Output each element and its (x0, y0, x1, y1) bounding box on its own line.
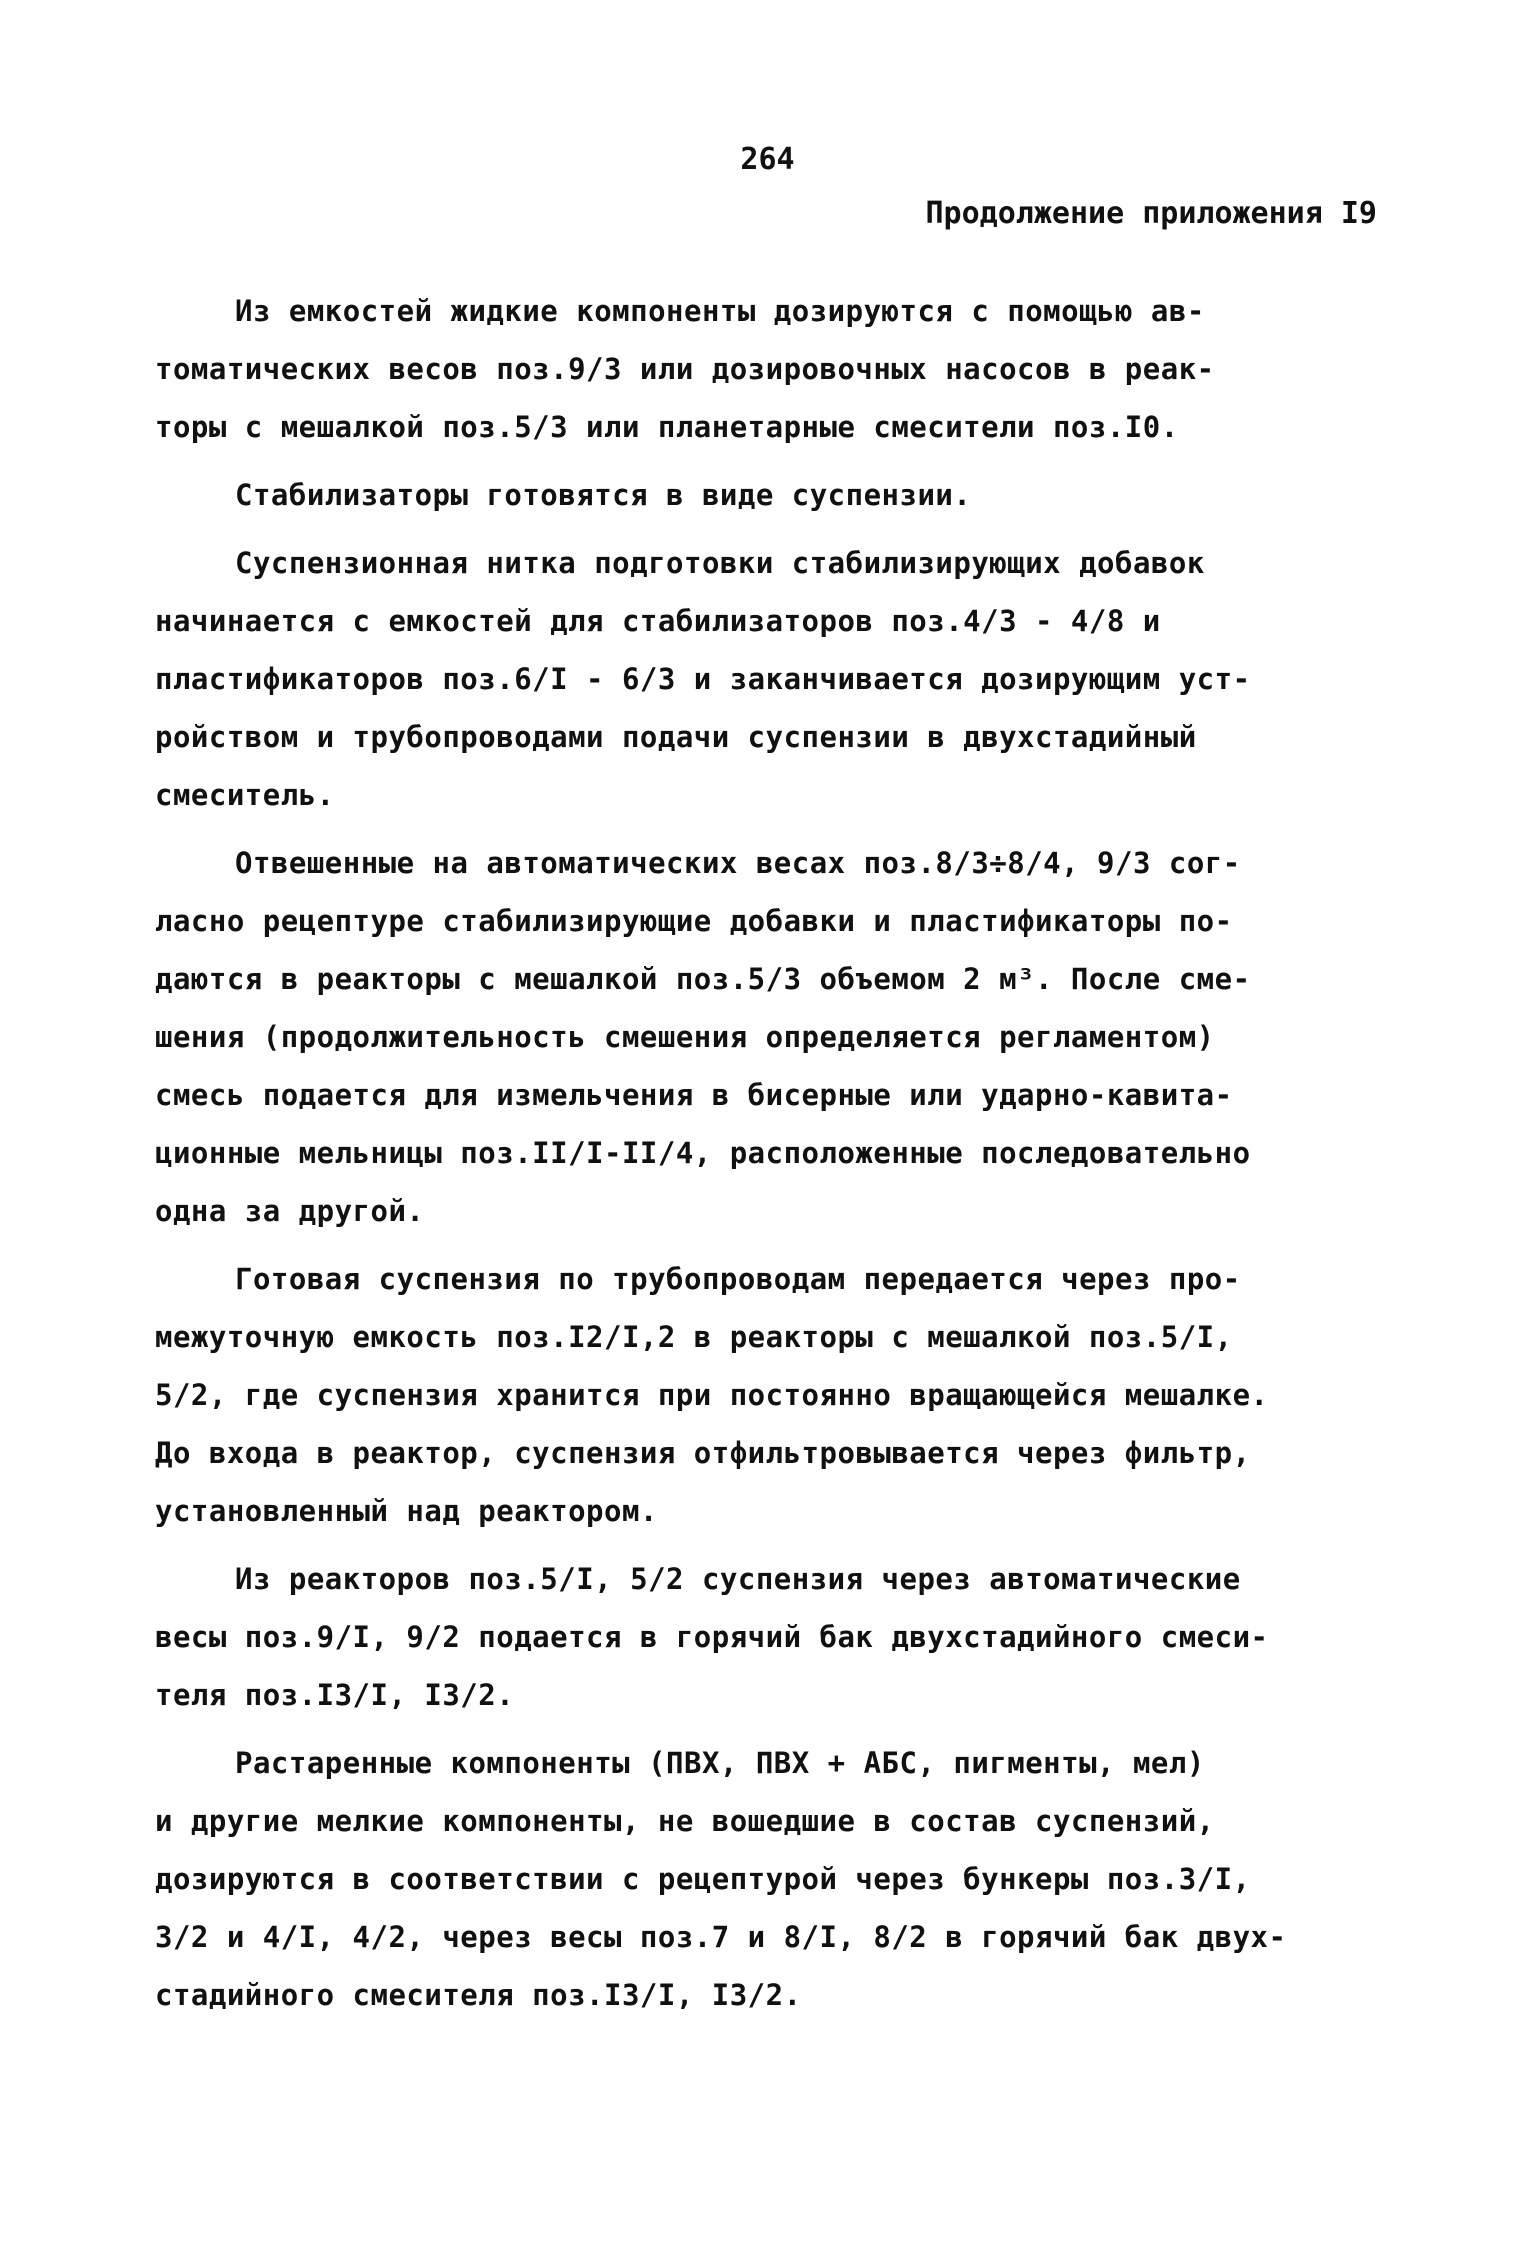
text-line: одна за другой. (155, 1194, 425, 1228)
text-line: шения (продолжительность смешения определяется регламентом) (155, 1020, 1215, 1054)
text-line: начинается с емкостей для стабилизаторов поз.4/3 - 4/8 и (155, 604, 1161, 638)
text-line: ционные мельницы поз.II/I-II/4, расположенные последовательно (155, 1136, 1251, 1170)
text-line: ласно рецептуре стабилизирующие добавки и пластификаторы по- (155, 904, 1233, 938)
paragraph (155, 834, 1345, 1240)
text-line: и другие мелкие компоненты, не вошедшие в состав суспензий, (155, 1804, 1215, 1838)
text-line: Растаренные компоненты (ПВХ, ПВХ + АБС, пигменты, мел) (235, 1746, 1205, 1780)
text-line: смеситель. (155, 778, 335, 812)
text-line: Из емкостей жидкие компоненты дозируются с помощью ав- (235, 294, 1205, 328)
text-line: До входа в реактор, суспензия отфильтровывается через фильтр, (155, 1436, 1251, 1470)
paragraph (155, 1734, 1345, 2024)
text-line: Из реакторов поз.5/I, 5/2 суспензия через автоматические (235, 1562, 1241, 1596)
paragraph (155, 282, 1345, 456)
text-line: 3/2 и 4/I, 4/2, через весы поз.7 и 8/I, 8/2 в горячий бак двух- (155, 1920, 1287, 1954)
text-line: смесь подается для измельчения в бисерные или ударно-кавита- (155, 1078, 1233, 1112)
text-line: Суспензионная нитка подготовки стабилизирующих добавок (235, 546, 1205, 580)
paragraph (155, 1250, 1345, 1540)
page-number: 264 (740, 142, 795, 177)
text-line: дозируются в соответствии с рецептурой через бункеры поз.3/I, (155, 1862, 1251, 1896)
text-line: Готовая суспензия по трубопроводам передается через про- (235, 1262, 1241, 1296)
continuation-heading: Продолжение приложения I9 (925, 196, 1377, 231)
text-line: 5/2, где суспензия хранится при постоянно вращающейся мешалке. (155, 1378, 1269, 1412)
text-line: установленный над реактором. (155, 1494, 658, 1528)
text-line: торы с мешалкой поз.5/3 или планетарные смесители поз.I0. (155, 410, 1179, 444)
text-line: томатических весов поз.9/3 или дозировочных насосов в реак- (155, 352, 1215, 386)
text-line: ройством и трубопроводами подачи суспензии в двухстадийный (155, 720, 1197, 754)
text-line: пластификаторов поз.6/I - 6/3 и заканчивается дозирующим уст- (155, 662, 1251, 696)
paragraph (155, 1550, 1345, 1724)
text-line: весы поз.9/I, 9/2 подается в горячий бак двухстадийного смеси- (155, 1620, 1269, 1654)
text-line: стадийного смесителя поз.I3/I, I3/2. (155, 1978, 802, 2012)
text-line: Отвешенные на автоматических весах поз.8/3÷8/4, 9/3 сог- (235, 846, 1241, 880)
text-line: межуточную емкость поз.I2/I,2 в реакторы с мешалкой поз.5/I, (155, 1320, 1233, 1354)
paragraph (155, 534, 1345, 824)
body-text (155, 282, 1345, 2034)
text-line: даются в реакторы с мешалкой поз.5/3 объемом 2 м³. После сме- (155, 962, 1251, 996)
text-line: теля поз.I3/I, I3/2. (155, 1678, 515, 1712)
paragraph (155, 466, 1345, 524)
text-line: Стабилизаторы готовятся в виде суспензии. (235, 478, 972, 512)
